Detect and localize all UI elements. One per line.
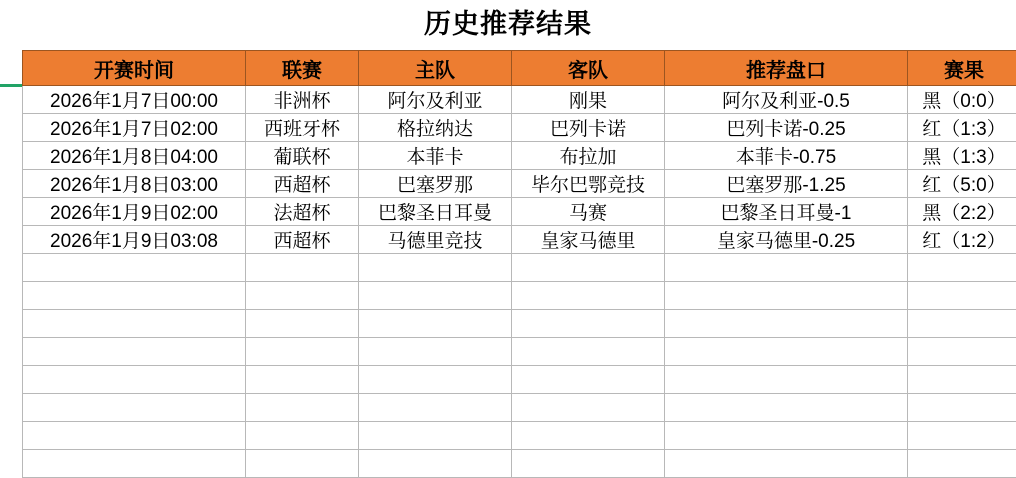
cell-empty: [665, 366, 908, 394]
cell-empty: [665, 422, 908, 450]
table-row: [23, 198, 1016, 226]
cell-empty: [665, 450, 908, 478]
cell-recommended-line: 巴塞罗那-1.25: [665, 170, 908, 198]
cell-empty: [665, 394, 908, 422]
cell-empty: [246, 310, 359, 338]
table-row: [23, 142, 1016, 170]
column-header-home-team: 主队: [359, 51, 512, 86]
cell-empty: [23, 394, 246, 422]
cell-empty: [512, 310, 665, 338]
cell-empty: [665, 282, 908, 310]
cell-empty: [512, 254, 665, 282]
cell-time: 2026年1月8日04:00: [23, 142, 246, 170]
table-row-empty: [23, 366, 1016, 394]
cell-empty: [512, 338, 665, 366]
left-accent-bar: [0, 84, 22, 87]
table-row: [23, 226, 1016, 254]
cell-empty: [359, 282, 512, 310]
cell-result: 黑（1:3）: [908, 142, 1016, 170]
cell-empty: [908, 254, 1016, 282]
cell-empty: [359, 394, 512, 422]
cell-empty: [246, 450, 359, 478]
cell-time: 2026年1月9日02:00: [23, 198, 246, 226]
column-header-league: 联赛: [246, 51, 359, 86]
cell-league: 非洲杯: [246, 86, 359, 114]
cell-league: 西超杯: [246, 226, 359, 254]
cell-empty: [512, 422, 665, 450]
cell-away-team: 刚果: [512, 86, 665, 114]
column-header-recommended-line: 推荐盘口: [665, 51, 908, 86]
cell-home-team: 巴塞罗那: [359, 170, 512, 198]
cell-away-team: 巴列卡诺: [512, 114, 665, 142]
table-row-empty: [23, 310, 1016, 338]
cell-empty: [908, 422, 1016, 450]
cell-empty: [359, 338, 512, 366]
cell-home-team: 格拉纳达: [359, 114, 512, 142]
table-row: [23, 114, 1016, 142]
cell-result: 红（5:0）: [908, 170, 1016, 198]
cell-empty: [512, 366, 665, 394]
cell-result: 黑（0:0）: [908, 86, 1016, 114]
cell-recommended-line: 阿尔及利亚-0.5: [665, 86, 908, 114]
cell-away-team: 布拉加: [512, 142, 665, 170]
cell-empty: [665, 254, 908, 282]
cell-recommended-line: 巴黎圣日耳曼-1: [665, 198, 908, 226]
table-row-empty: [23, 254, 1016, 282]
cell-empty: [359, 366, 512, 394]
column-header-time: 开赛时间: [23, 51, 246, 86]
cell-empty: [246, 394, 359, 422]
table-row-empty: [23, 338, 1016, 366]
cell-empty: [23, 366, 246, 394]
cell-empty: [512, 394, 665, 422]
cell-empty: [512, 450, 665, 478]
cell-empty: [359, 422, 512, 450]
cell-empty: [23, 282, 246, 310]
cell-empty: [23, 338, 246, 366]
cell-empty: [665, 310, 908, 338]
cell-result: 红（1:3）: [908, 114, 1016, 142]
cell-league: 法超杯: [246, 198, 359, 226]
cell-empty: [23, 254, 246, 282]
cell-empty: [908, 450, 1016, 478]
cell-empty: [246, 254, 359, 282]
history-results-table-wrapper: [22, 50, 990, 478]
table-row: [23, 170, 1016, 198]
cell-empty: [359, 254, 512, 282]
cell-result: 红（1:2）: [908, 226, 1016, 254]
column-header-away-team: 客队: [512, 51, 665, 86]
table-row: [23, 86, 1016, 114]
cell-recommended-line: 皇家马德里-0.25: [665, 226, 908, 254]
table-row-empty: [23, 450, 1016, 478]
cell-recommended-line: 巴列卡诺-0.25: [665, 114, 908, 142]
cell-empty: [512, 282, 665, 310]
table-row-empty: [23, 394, 1016, 422]
table-row-empty: [23, 422, 1016, 450]
table-body: [23, 86, 1016, 478]
cell-away-team: 马赛: [512, 198, 665, 226]
cell-empty: [359, 450, 512, 478]
cell-empty: [908, 282, 1016, 310]
history-results-table: [22, 50, 1016, 478]
cell-home-team: 本菲卡: [359, 142, 512, 170]
cell-recommended-line: 本菲卡-0.75: [665, 142, 908, 170]
cell-empty: [246, 282, 359, 310]
cell-time: 2026年1月8日03:00: [23, 170, 246, 198]
cell-empty: [908, 394, 1016, 422]
cell-empty: [359, 310, 512, 338]
cell-empty: [23, 422, 246, 450]
table-header-row: [23, 51, 1016, 86]
cell-empty: [23, 310, 246, 338]
table-header: [23, 51, 1016, 86]
cell-time: 2026年1月9日03:08: [23, 226, 246, 254]
cell-home-team: 阿尔及利亚: [359, 86, 512, 114]
cell-empty: [908, 366, 1016, 394]
cell-away-team: 毕尔巴鄂竞技: [512, 170, 665, 198]
cell-home-team: 巴黎圣日耳曼: [359, 198, 512, 226]
cell-home-team: 马德里竞技: [359, 226, 512, 254]
cell-league: 葡联杯: [246, 142, 359, 170]
cell-league: 西超杯: [246, 170, 359, 198]
cell-time: 2026年1月7日00:00: [23, 86, 246, 114]
cell-empty: [246, 366, 359, 394]
cell-empty: [665, 338, 908, 366]
cell-empty: [246, 338, 359, 366]
column-header-result: 赛果: [908, 51, 1016, 86]
table-row-empty: [23, 282, 1016, 310]
cell-league: 西班牙杯: [246, 114, 359, 142]
cell-away-team: 皇家马德里: [512, 226, 665, 254]
cell-empty: [246, 422, 359, 450]
cell-empty: [908, 338, 1016, 366]
cell-result: 黑（2:2）: [908, 198, 1016, 226]
page-title: 历史推荐结果: [0, 0, 1016, 46]
cell-time: 2026年1月7日02:00: [23, 114, 246, 142]
cell-empty: [23, 450, 246, 478]
cell-empty: [908, 310, 1016, 338]
